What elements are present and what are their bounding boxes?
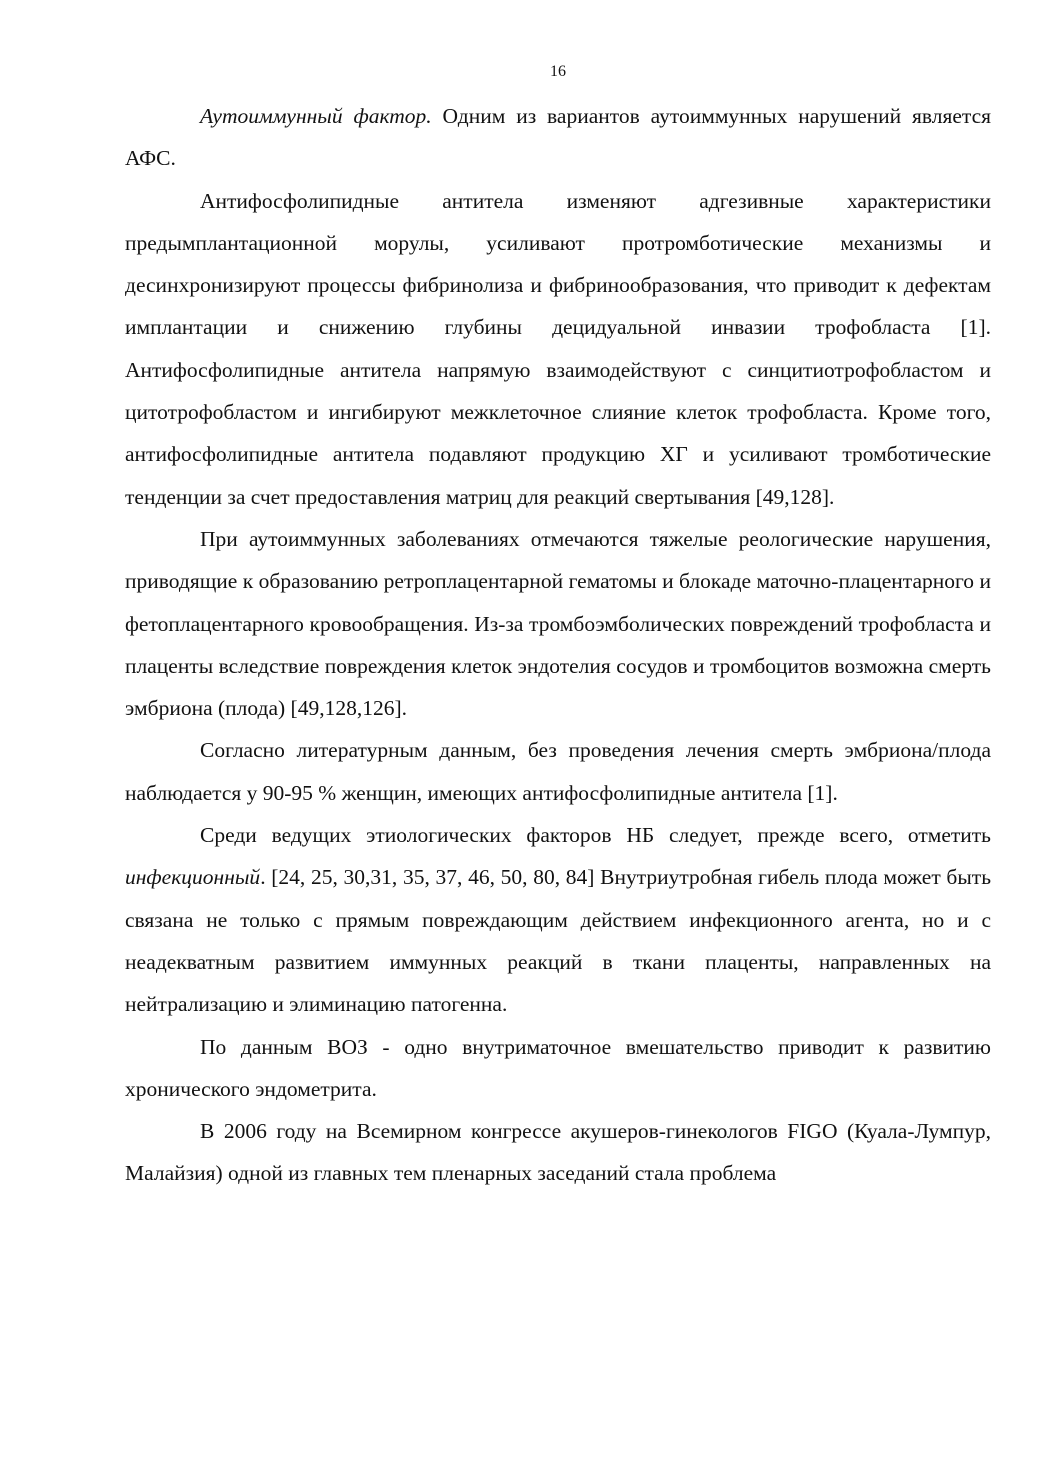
paragraph-who: По данным ВОЗ - одно внутриматочное вмешательство приводит к развитию хронического эндометрита. bbox=[125, 1034, 991, 1101]
paragraph-text: Одним из вариантов аутоиммунных нарушений является АФС. bbox=[125, 104, 991, 171]
page-number: 16 bbox=[550, 63, 566, 80]
paragraph-antiphospholipid: Антифосфолипидные антитела изменяют адгезивные характеристики предымплантационной морулы, усиливают протромботические механизмы и десинхронизируют процессы фибринолиза и фибринообразования, что приводит к дефектам имплантации и снижению глубины децидуальной инвазии трофобласта [1]. Антифосфолипидные антитела напрямую взаимодействуют с синцитиотрофобластом и цитотрофобластом и ингибируют межклеточное слияние клеток трофобласта. Кроме того, антифосфолипидные антитела подавляют продукцию ХГ и усиливают тромботические тенденции за счет предоставления матриц для реакций свертывания [49,128]. bbox=[125, 188, 991, 509]
paragraph-infectious bbox=[125, 814, 991, 1025]
paragraph-autoimmune-factor bbox=[125, 95, 991, 180]
italic-term: инфекционный bbox=[125, 865, 261, 890]
paragraph-literature: Согласно литературным данным, без проведения лечения смерть эмбриона/плода наблюдается у 90-95 % женщин, имеющих антифосфолипидные антитела [1]. bbox=[125, 738, 991, 805]
paragraph-figo: В 2006 году на Всемирном конгрессе акушеров-гинекологов FIGO (Куала-Лумпур, Малайзия) одной из главных тем пленарных заседаний стала проблема bbox=[125, 1119, 991, 1186]
paragraph-rheology: При аутоиммунных заболеваниях отмечаются тяжелые реологические нарушения, приводящие к образованию ретроплацентарной гематомы и блокаде маточно-плацентарного и фетоплацентарного кровообращения. Из-за тромбоэмболических повреждений трофобласта и плаценты вследствие повреждения клеток эндотелия сосудов и тромбоцитов возможна смерть эмбриона (плода) [49,128,126]. bbox=[125, 526, 991, 721]
paragraph-text: . [24, 25, 30,31, 35, 37, 46, 50, 80, 84] Внутриутробная гибель плода может быть связана не только с прямым повреждающим действием инфекционного агента, но и с неадекватным развитием иммунных реакций в ткани плаценты, направленных на нейтрализацию и элиминацию патогенна. bbox=[125, 865, 991, 1017]
paragraph-text: Среди ведущих этиологических факторов НБ следует, прежде всего, отметить bbox=[200, 823, 991, 848]
italic-heading: Аутоиммунный фактор. bbox=[200, 104, 432, 128]
document-body bbox=[125, 95, 991, 1195]
